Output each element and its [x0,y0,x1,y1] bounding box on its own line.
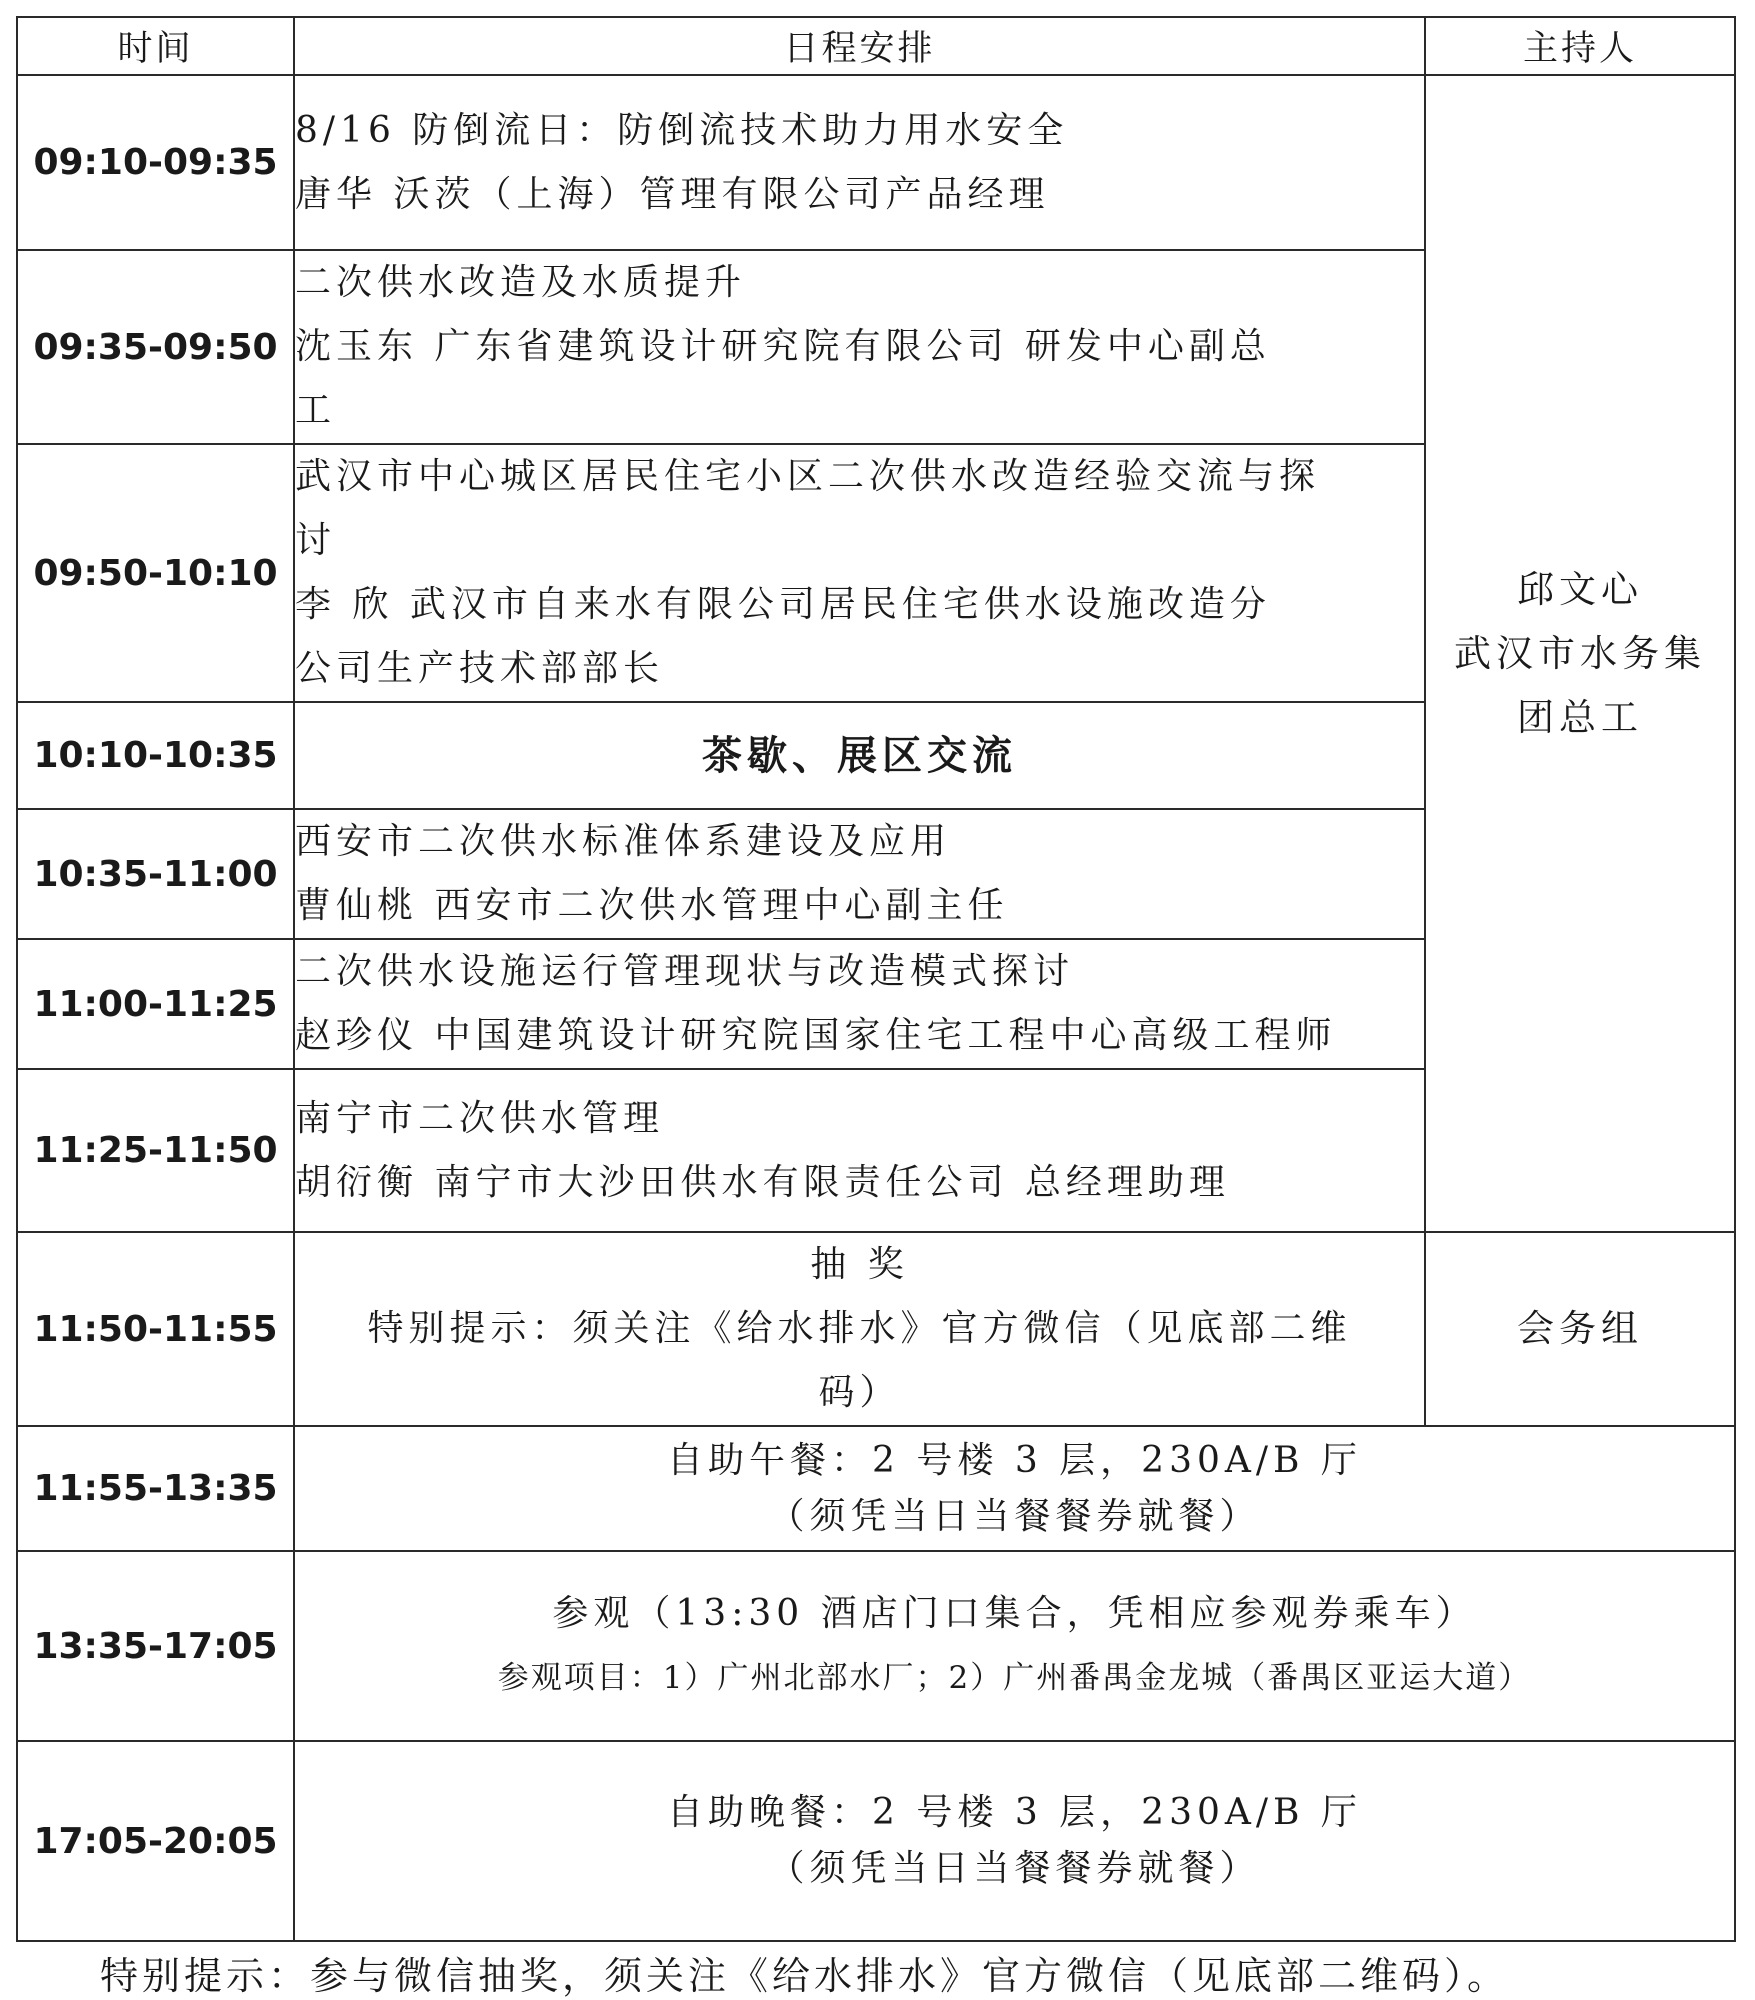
lottery-notice: 特别提示：须关注《给水排水》官方微信（见底部二维 [367,1308,1352,1349]
session-title: 南宁市二次供水管理 [295,1097,665,1139]
table-row [17,75,1735,250]
row-time: 13:35-17:05 [17,1551,294,1741]
row-content [294,444,1425,702]
session-speaker-cont: 公司生产技术部部长 [295,648,665,689]
session-speaker: 沈玉东 广东省建筑设计研究院有限公司 研发中心副总 [295,326,1271,367]
session-speaker: 赵珍仪 中国建筑设计研究院国家住宅工程中心高级工程师 [295,1015,1337,1056]
row-time: 11:50-11:55 [17,1232,294,1426]
row-content [294,1069,1425,1232]
host-name: 邱文心 [1517,567,1643,611]
footnote: 特别提示：参与微信抽奖，须关注《给水排水》官方微信（见底部二维码）。 [100,1954,1510,1998]
schedule-table [16,16,1736,1942]
header-schedule: 日程安排 [294,17,1425,75]
header-row [17,17,1735,75]
table-row [17,1741,1735,1941]
host-title-line1: 武汉市水务集 [1454,631,1706,675]
row-content [294,75,1425,250]
lottery-notice-cont: 码） [818,1372,901,1413]
session-title: 8/16 防倒流日：防倒流技术助力用水安全 [295,109,1069,151]
session-speaker: 胡衍衡 南宁市大沙田供水有限责任公司 总经理助理 [295,1161,1230,1203]
session-title: 武汉市中心城区居民住宅小区二次供水改造经验交流与探 [295,456,1321,497]
row-content [294,1551,1735,1741]
row-time: 10:10-10:35 [17,702,294,809]
session-title-cont: 讨 [295,520,337,561]
row-content [294,1741,1735,1941]
dinner-note: （须凭当日当餐餐券就餐） [768,1848,1261,1889]
row-content [294,1426,1735,1551]
row-time: 09:50-10:10 [17,444,294,702]
visit-items: 参观项目：1）广州北部水厂；2）广州番禺金龙城（番禺区亚运大道） [497,1660,1532,1696]
header-host: 主持人 [1425,17,1735,75]
lunch-note: （须凭当日当餐餐券就餐） [768,1495,1261,1537]
row-content [294,1232,1425,1426]
row-time: 09:10-09:35 [17,75,294,250]
session-speaker: 李 欣 武汉市自来水有限公司居民住宅供水设施改造分 [295,584,1271,625]
lunch-label: 自助午餐：2 号楼 3 层，230A/B 厅 [667,1439,1362,1481]
host-cell-main [1425,75,1735,1232]
row-time: 17:05-20:05 [17,1741,294,1941]
header-time: 时间 [17,17,294,75]
table-row [17,1426,1735,1551]
row-time: 11:25-11:50 [17,1069,294,1232]
session-speaker-cont: 工 [295,390,337,431]
session-title: 西安市二次供水标准体系建设及应用 [295,821,952,862]
session-title: 二次供水改造及水质提升 [295,262,747,303]
row-content [294,809,1425,939]
row-time: 10:35-11:00 [17,809,294,939]
host-cell-lottery: 会务组 [1425,1232,1735,1426]
visit-label: 参观（13:30 酒店门口集合，凭相应参观券乘车） [552,1593,1477,1634]
row-content [294,939,1425,1069]
table-row [17,1232,1735,1426]
row-content [294,250,1425,444]
table-row [17,1551,1735,1741]
lottery-title: 抽 奖 [810,1244,909,1285]
host-title-line2: 团总工 [1517,695,1643,739]
row-time: 09:35-09:50 [17,250,294,444]
row-time: 11:55-13:35 [17,1426,294,1551]
row-content [294,702,1425,809]
session-speaker: 曹仙桃 西安市二次供水管理中心副主任 [295,885,1009,926]
break-label: 茶歇、展区交流 [702,731,1017,779]
row-time: 11:00-11:25 [17,939,294,1069]
session-speaker: 唐华 沃茨（上海）管理有限公司产品经理 [295,173,1050,215]
session-title: 二次供水设施运行管理现状与改造模式探讨 [295,951,1075,992]
dinner-label: 自助晚餐：2 号楼 3 层，230A/B 厅 [667,1792,1362,1833]
